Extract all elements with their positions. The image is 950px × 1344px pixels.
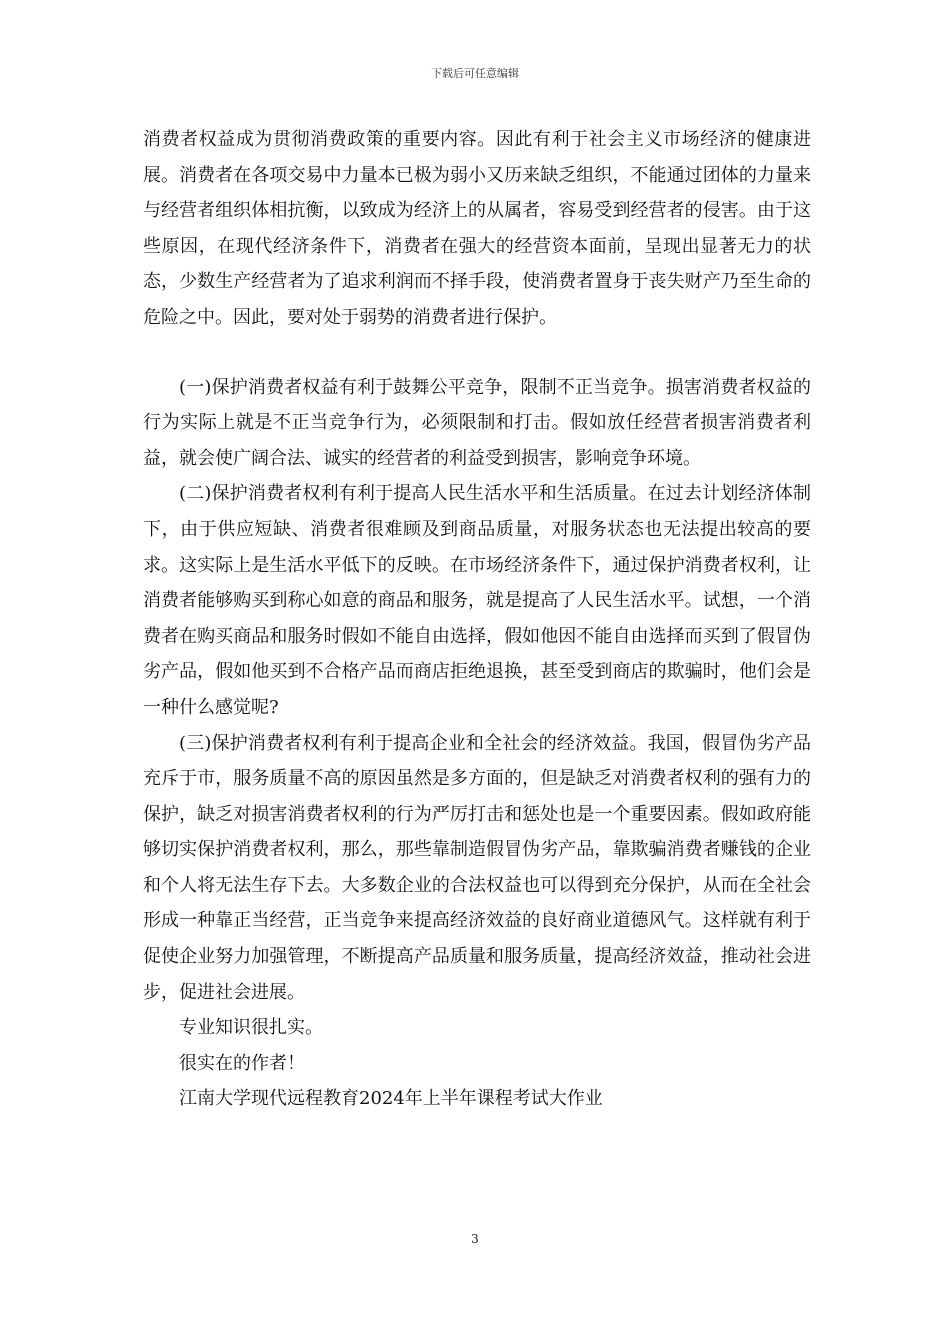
paragraph-point-two: (二)保护消费者权利有利于提高人民生活水平和生活质量。在过去计划经济体制下，由于供应短缺、消费者很难顾及到商品质量，对服务状态也无法提出较高的要求。这实际上是生活水平低下的反映。在市场经济条件下，通过保护消费者权利，让消费者能够购买到称心如意的商品和服务，就是提高了人民生活水平。试想，一个消费者在购买商品和服务时假如不能自由选择，假如他因不能自由选择而买到了假冒伪劣产品，假如他买到不合格产品而商店拒绝退换，甚至受到商店的欺骗时，他们会是一种什么感觉呢? (143, 483, 811, 718)
paragraph-intro: 消费者权益成为贯彻消费政策的重要内容。因此有利于社会主义市场经济的健康进展。消费者在各项交易中力量本已极为弱小又历来缺乏组织，不能通过团体的力量来与经营者组织体相抗衡，以致成为经济上的从属者，容易受到经营者的侵害。由于这些原因，在现代经济条件下，消费者在强大的经营资本面前，呈现出显著无力的状态，少数生产经营者为了追求利润而不择手段，使消费者置身于丧失财产乃至生命的危险之中。因此，要对处于弱势的消费者进行保护。 (143, 129, 811, 328)
paragraph-comment-two: 很实在的作者！ (179, 1052, 305, 1074)
document-body (143, 122, 811, 1117)
page-header: 下载后可任意编辑 (431, 67, 519, 80)
paragraph-point-three: (三)保护消费者权利有利于提高企业和全社会的经济效益。我国，假冒伪劣产品充斥于市，服务质量不高的原因虽然是多方面的，但是缺乏对消费者权利的强有力的保护，缺乏对损害消费者权利的行为严厉打击和惩处也是一个重要因素。假如政府能够切实保护消费者权利，那么，那些靠制造假冒伪劣产品，靠欺骗消费者赚钱的企业和个人将无法生存下去。大多数企业的合法权益也可以得到充分保护，从而在全社会形成一种靠正当经营，正当竞争来提高经济效益的良好商业道德风气。这样就有利于促使企业努力加强管理，不断提高产品质量和服务质量，提高经济效益，推动社会进步，促进社会进展。 (143, 732, 811, 1003)
paragraph-point-one: (一)保护消费者权益有利于鼓舞公平竞争，限制不正当竞争。损害消费者权益的行为实际上就是不正当竞争行为，必须限制和打击。假如放任经营者损害消费者利益，就会使广阔合法、诚实的经营者的利益受到损害，影响竞争环境。 (143, 376, 811, 469)
page-number: 3 (471, 1232, 479, 1246)
paragraph-course-title: 江南大学现代远程教育2024年上半年课程考试大作业 (179, 1088, 603, 1110)
paragraph-comment-one: 专业知识很扎实。 (179, 1017, 323, 1039)
